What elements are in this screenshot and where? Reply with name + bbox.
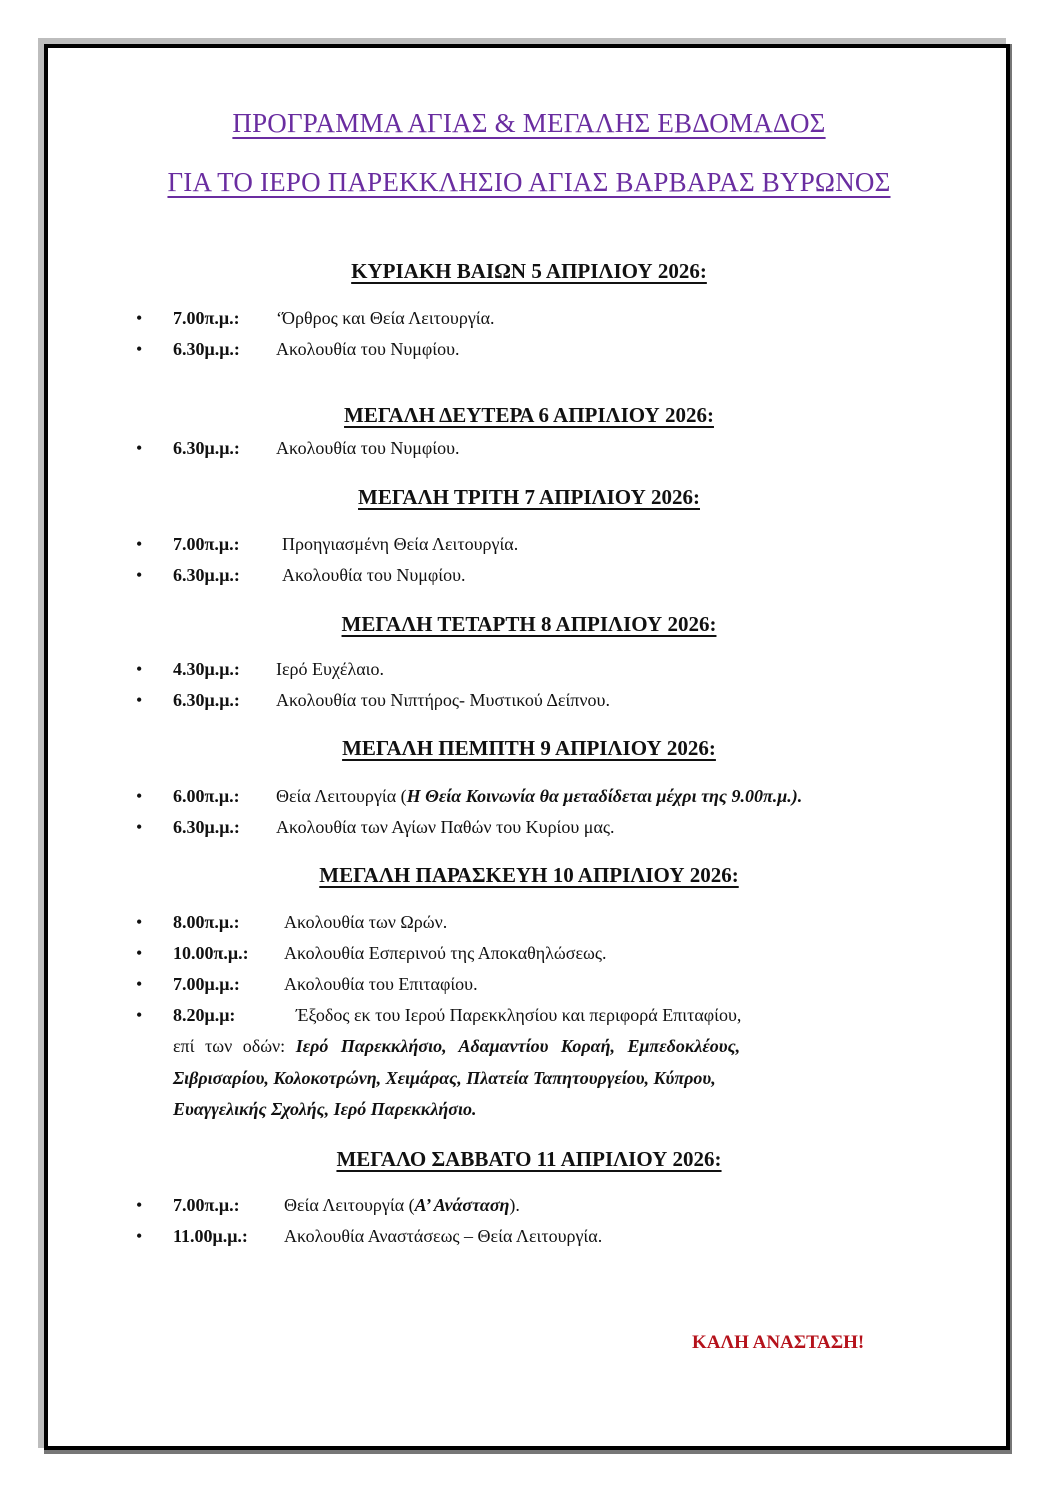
bullet-icon: • — [136, 690, 143, 710]
day-heading: ΜΕΓΑΛΗ ΠΑΡΑΣΚΕΥΗ 10 ΑΠΡΙΛΙΟΥ 2026: — [319, 863, 739, 887]
schedule-desc: Έξοδος εκ του Ιερού Παρεκκλησίου και περιφορά Επιταφίου, — [296, 1005, 742, 1025]
schedule-time: 11.00μ.μ.: — [173, 1226, 248, 1246]
schedule-time: 7.00π.μ.: — [173, 1195, 240, 1215]
day-heading: ΜΕΓΑΛΗ ΤΕΤΑΡΤΗ 8 ΑΠΡΙΛΙΟΥ 2026: — [341, 612, 717, 636]
schedule-desc — [284, 1195, 520, 1216]
route-line: Σιβρισαρίου, Κολοκοτρώνη, Χειμάρας, Πλατεία Ταπητουργείου, Κύπρου, — [173, 1068, 716, 1088]
schedule-desc: Ακολουθία του Νυμφίου. — [276, 339, 460, 359]
schedule-desc: Προηγιασμένη Θεία Λειτουργία. — [282, 534, 519, 554]
schedule-desc: Ιερό Ευχέλαιο. — [276, 659, 384, 679]
route-line: Ευαγγελικής Σχολής, Ιερό Παρεκκλήσιο. — [173, 1099, 477, 1119]
bullet-icon: • — [136, 974, 143, 994]
bullet-icon: • — [136, 786, 143, 806]
schedule-time: 8.00π.μ.: — [173, 912, 240, 932]
bullet-icon: • — [136, 339, 143, 359]
bullet-icon: • — [136, 565, 143, 585]
bullet-icon: • — [136, 943, 143, 963]
schedule-desc-text: Θεία Λειτουργία ( — [284, 1195, 415, 1215]
schedule-time: 10.00π.μ.: — [173, 943, 249, 963]
schedule-desc: Ακολουθία των Αγίων Παθών του Κυρίου μας. — [276, 817, 615, 837]
schedule-desc: Ακολουθία Αναστάσεως – Θεία Λειτουργία. — [284, 1226, 603, 1246]
day-heading: ΜΕΓΑΛΗ ΠΕΜΠΤΗ 9 ΑΠΡΙΛΙΟΥ 2026: — [342, 736, 716, 760]
route-streets: Ιερό Παρεκκλήσιο, Αδαμαντίου Κοραή, Εμπεδοκλέους, — [295, 1036, 741, 1056]
schedule-desc: Ακολουθία του Νυμφίου. — [282, 565, 466, 585]
schedule-desc: Ακολουθία του Νυμφίου. — [276, 438, 460, 458]
schedule-time: 6.30μ.μ.: — [173, 438, 240, 458]
document-subtitle: ΓΙΑ ΤΟ ΙΕΡΟ ΠΑΡΕΚΚΛΗΣΙΟ ΑΓΙΑΣ ΒΑΡΒΑΡΑΣ ΒΥΡΩΝΟΣ — [167, 167, 891, 197]
day-heading: ΜΕΓΑΛΗ ΔΕΥΤΕΡΑ 6 ΑΠΡΙΛΙΟΥ 2026: — [344, 403, 714, 427]
schedule-desc: Ακολουθία των Ωρών. — [284, 912, 448, 932]
bullet-icon: • — [136, 1226, 143, 1246]
day-heading: ΜΕΓΑΛΟ ΣΑΒΒΑΤΟ 11 ΑΠΡΙΛΙΟΥ 2026: — [336, 1147, 722, 1171]
schedule-desc-note: Η Θεία Κοινωνία θα μεταδίδεται μέχρι της 9.00π.μ.). — [406, 786, 803, 806]
bullet-icon: • — [136, 659, 143, 679]
bullet-icon: • — [136, 1005, 143, 1025]
schedule-time: 6.30μ.μ.: — [173, 565, 240, 585]
schedule-time: 6.30μ.μ.: — [173, 690, 240, 710]
schedule-time: 6.00π.μ.: — [173, 786, 240, 806]
day-heading: ΚΥΡΙΑΚΗ ΒΑΙΩΝ 5 ΑΠΡΙΛΙΟΥ 2026: — [351, 259, 707, 283]
schedule-time: 7.00π.μ.: — [173, 308, 240, 328]
schedule-time: 6.30μ.μ.: — [173, 817, 240, 837]
document-title: ΠΡΟΓΡΑΜΜΑ ΑΓΙΑΣ & ΜΕΓΑΛΗΣ ΕΒΔΟΜΑΔΟΣ — [232, 108, 826, 138]
schedule-time: 7.00μ.μ.: — [173, 974, 240, 994]
route-prefix: επί των οδών: — [173, 1036, 296, 1056]
schedule-desc: Ακολουθία του Επιταφίου. — [284, 974, 478, 994]
schedule-desc-note: Α’ Ανάσταση — [414, 1195, 510, 1215]
schedule-desc: Ακολουθία του Νιπτήρος- Μυστικού Δείπνου. — [276, 690, 610, 710]
schedule-desc-text: Θεία Λειτουργία ( — [276, 786, 407, 806]
bullet-icon: • — [136, 1195, 143, 1215]
schedule-time: 6.30μ.μ.: — [173, 339, 240, 359]
bullet-icon: • — [136, 534, 143, 554]
bullet-icon: • — [136, 817, 143, 837]
schedule-time: 8.20μ.μ: — [173, 1005, 236, 1025]
schedule-desc-end: ). — [509, 1195, 520, 1215]
schedule-desc: Ακολουθία Εσπερινού της Αποκαθηλώσεως. — [284, 943, 607, 963]
route-line — [173, 1036, 740, 1057]
bullet-icon: • — [136, 308, 143, 328]
bullet-icon: • — [136, 912, 143, 932]
closing-greeting: ΚΑΛΗ ΑΝΑΣΤΑΣΗ! — [692, 1332, 865, 1353]
schedule-time: 4.30μ.μ.: — [173, 659, 240, 679]
day-heading: ΜΕΓΑΛΗ ΤΡΙΤΗ 7 ΑΠΡΙΛΙΟΥ 2026: — [358, 485, 700, 509]
schedule-time: 7.00π.μ.: — [173, 534, 240, 554]
bullet-icon: • — [136, 438, 143, 458]
schedule-desc — [276, 786, 802, 807]
schedule-desc: ‘Όρθρος και Θεία Λειτουργία. — [276, 308, 495, 328]
